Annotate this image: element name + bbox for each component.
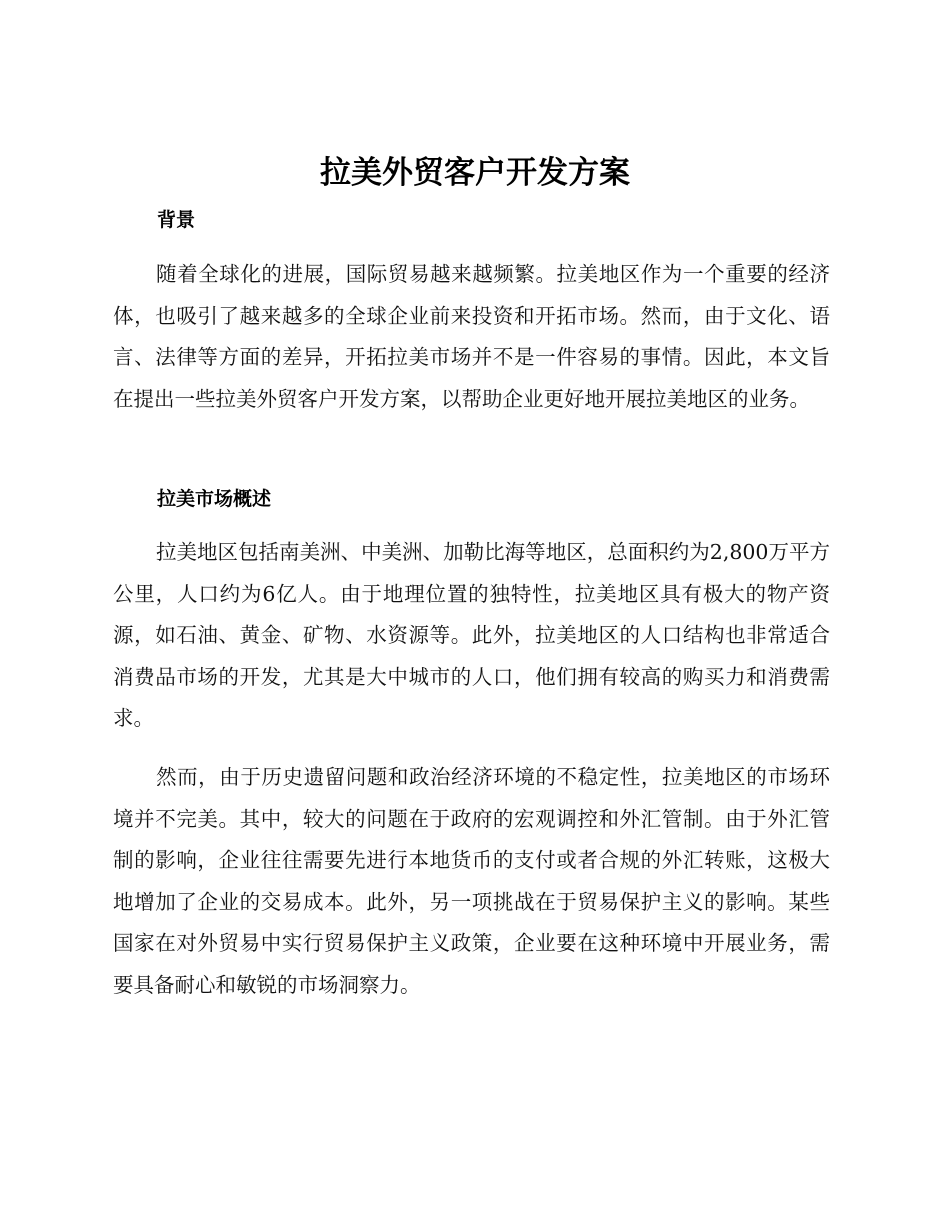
paragraph-market-overview-1: 拉美地区包括南美洲、中美洲、加勒比海等地区，总面积约为2,800万平方公里，人口约为6亿人。由于地理位置的独特性，拉美地区具有极大的物产资源，如石油、黄金、矿物、水资源等。此外，拉美地区的人口结构也非常适合消费品市场的开发，尤其是大中城市的人口，他们拥有较高的购买力和消费需求。 bbox=[113, 540, 830, 730]
section-heading-market-overview: 拉美市场概述 bbox=[157, 488, 272, 510]
paragraph-market-overview-2: 然而，由于历史遗留问题和政治经济环境的不稳定性，拉美地区的市场环境并不完美。其中，较大的问题在于政府的宏观调控和外汇管制。由于外汇管制的影响，企业往往需要先进行本地货币的支付或者合规的外汇转账，这极大地增加了企业的交易成本。此外，另一项挑战在于贸易保护主义的影响。某些国家在对外贸易中实行贸易保护主义政策，企业要在这种环境中开展业务，需要具备耐心和敏锐的市场洞察力。 bbox=[113, 765, 830, 997]
paragraph-background: 随着全球化的进展，国际贸易越来越频繁。拉美地区作为一个重要的经济体，也吸引了越来越多的全球企业前来投资和开拓市场。然而，由于文化、语言、法律等方面的差异，开拓拉美市场并不是一件容易的事情。因此，本文旨在提出一些拉美外贸客户开发方案，以帮助企业更好地开展拉美地区的业务。 bbox=[113, 262, 830, 411]
document-title: 拉美外贸客户开发方案 bbox=[320, 155, 630, 191]
section-heading-background: 背景 bbox=[157, 209, 196, 231]
